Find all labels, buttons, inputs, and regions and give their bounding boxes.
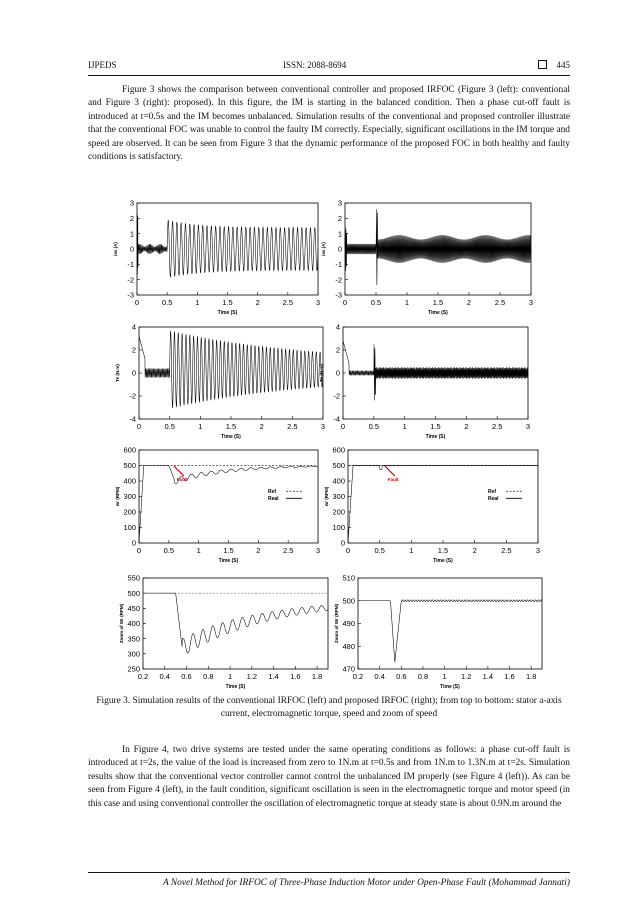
x-tick-label: 1.5: [222, 298, 233, 307]
y-tick-label: 400: [127, 619, 140, 629]
y-tick-label: 480: [342, 641, 355, 651]
x-tick-label: 2: [255, 298, 260, 307]
x-tick-label: 0.5: [374, 546, 385, 555]
x-tick-label: 0.4: [159, 672, 170, 681]
y-tick-label: 400: [332, 476, 345, 486]
x-axis-label: Time (S): [425, 434, 446, 440]
plot-frame: [143, 578, 328, 669]
x-tick-label: 1: [442, 672, 447, 681]
x-tick-label: 1.5: [432, 298, 444, 307]
x-tick-label: 1.4: [268, 672, 279, 681]
y-tick-label: 2: [131, 345, 136, 355]
x-tick-label: 3: [525, 422, 531, 431]
y-tick-label: 1: [129, 229, 134, 239]
x-tick-label: 3: [320, 422, 326, 431]
x-tick-label: 2: [464, 422, 469, 431]
x-tick-label: 2.5: [491, 422, 503, 431]
x-tick-label: 0.8: [417, 672, 429, 681]
chart-ias-conv: [113, 199, 320, 316]
y-axis-label: Zoom of Wr (RPM): [334, 603, 339, 644]
x-tick-label: 0.8: [203, 672, 214, 681]
x-tick-label: 1.2: [461, 672, 472, 681]
x-tick-label: 0: [136, 422, 142, 431]
x-tick-label: 3: [528, 298, 534, 307]
y-tick-label: 3: [337, 198, 342, 208]
y-tick-label: -1: [335, 259, 342, 269]
x-tick-label: 1: [404, 298, 410, 307]
x-tick-label: 1.5: [430, 422, 441, 431]
x-tick-label: 1.2: [246, 672, 258, 681]
y-tick-label: 0: [131, 538, 136, 548]
y-tick-label: 1: [337, 229, 342, 239]
y-axis-label: Zoom of Wr (RPM): [119, 603, 124, 644]
legend-label: Ref: [488, 489, 497, 495]
y-tick-label: 550: [127, 573, 140, 583]
x-tick-label: 1.4: [482, 672, 494, 681]
fault-annotation: Fault: [387, 477, 399, 482]
y-tick-label: 2: [335, 345, 340, 355]
y-tick-label: -2: [129, 391, 136, 401]
x-tick-label: 0.2: [352, 672, 364, 681]
x-tick-label: 1: [227, 672, 233, 681]
x-tick-label: 1: [195, 298, 200, 307]
x-axis-label: Time (S): [218, 558, 239, 564]
x-tick-label: 2: [472, 546, 477, 555]
x-tick-label: 1.6: [290, 672, 301, 681]
x-tick-label: 3: [315, 298, 321, 307]
y-tick-label: 2: [129, 213, 134, 223]
x-axis-label: Time (S): [225, 684, 246, 690]
y-tick-label: -4: [129, 414, 136, 424]
y-tick-label: 3: [129, 198, 134, 208]
x-tick-label: 0: [136, 546, 142, 555]
y-tick-label: 490: [342, 619, 355, 629]
y-tick-label: 450: [127, 603, 140, 613]
page-number: 445: [556, 60, 570, 70]
y-tick-label: -2: [335, 275, 342, 285]
x-tick-label: 2.5: [287, 422, 298, 431]
y-tick-label: 500: [123, 461, 136, 471]
paragraph-2: In Figure 4, two drive systems are tested under the same operating conditions as follows: a phase cut-off fault is introduced at t=2s, the value of the load is increased from zero to 1N.m at t=0.5s and from 1N.m to 1.3N.m at t=2s. Simulation results show that the conventional vector controller cannot control the unbalanced IM properly (see Figure 4 (left)). As can be seen from Figure 4 (left), in the fault condition, significant oscillation is seen in the electromagnetic torque and motor speed (in this case and using conventional controller the oscillation of electromagnetic torque at steady state is about 0.9N.m around the: [88, 745, 570, 809]
chart-zoom-prop: [334, 574, 542, 690]
x-tick-label: 1: [196, 546, 201, 555]
page-footer: A Novel Method for IRFOC of Three-Phase Induction Motor under Open-Phase Fault (Mohammad Jannati): [163, 878, 570, 888]
chart-te-prop: [319, 323, 530, 440]
y-axis-label: ias (A): [113, 242, 118, 256]
x-tick-label: 1.6: [504, 672, 515, 681]
chart-wr-prop: [324, 446, 540, 564]
y-tick-label: 470: [342, 664, 355, 674]
y-tick-label: 0: [335, 368, 340, 378]
chart-te-conv: [115, 323, 325, 440]
journal-name: IJPEDS: [88, 60, 117, 70]
y-tick-label: 0: [131, 368, 136, 378]
chart-zoom-conv: [119, 574, 328, 690]
y-tick-label: 200: [123, 507, 136, 517]
x-tick-label: 0.5: [164, 422, 175, 431]
x-tick-label: 0.6: [396, 672, 407, 681]
x-tick-label: 3: [315, 546, 321, 555]
y-tick-label: 200: [332, 507, 345, 517]
y-tick-label: -3: [335, 290, 342, 300]
x-tick-label: 0: [345, 546, 351, 555]
y-tick-label: 0: [129, 244, 134, 254]
plot-frame: [358, 578, 542, 669]
x-tick-label: 0: [340, 422, 346, 431]
y-tick-label: 300: [123, 492, 136, 502]
y-tick-label: 400: [123, 476, 136, 486]
y-tick-label: 250: [127, 664, 140, 674]
x-tick-label: 1.5: [437, 546, 449, 555]
x-tick-label: 0.5: [368, 422, 380, 431]
x-tick-label: 1: [198, 422, 203, 431]
x-tick-label: 3: [535, 546, 541, 555]
y-tick-label: -1: [127, 259, 134, 269]
y-tick-label: -4: [333, 414, 340, 424]
x-tick-label: 1.8: [525, 672, 537, 681]
y-tick-label: 0: [340, 538, 345, 548]
x-tick-label: 2.5: [494, 298, 506, 307]
y-tick-label: 600: [123, 445, 136, 455]
x-tick-label: 2.5: [282, 298, 294, 307]
x-tick-label: 0: [134, 298, 140, 307]
y-tick-label: -2: [333, 391, 340, 401]
y-tick-label: 2: [337, 213, 342, 223]
y-tick-label: 350: [127, 634, 140, 644]
fault-annotation: Fault: [176, 477, 188, 482]
y-tick-label: 500: [342, 596, 355, 606]
y-tick-label: -3: [127, 290, 134, 300]
y-axis-label: ias (A): [321, 242, 326, 256]
x-axis-label: Time (S): [221, 434, 241, 440]
x-tick-label: 0.5: [163, 546, 175, 555]
y-axis-label: Te (N.m): [115, 364, 120, 382]
y-axis-label: Te (N.m): [319, 364, 324, 382]
legend-label: Ref: [268, 489, 277, 495]
x-tick-label: 2.5: [501, 546, 512, 555]
y-tick-label: 0: [337, 244, 342, 254]
y-tick-label: 4: [131, 322, 136, 332]
paragraph-1: Figure 3 shows the comparison between conventional controller and proposed IRFOC (Figure 3 (left): conventional and Figure 3 (right): proposed). In this figure, the IM is starting in the balanced condition. Then a phase cut-off fault is introduced at t=0.5s and the IM becomes unbalanced. Simulation results of the conventional and proposed controller illustrate that the conventional FOC was unable to control the faulty IM correctly. Especially, significant oscillations in the IM torque and speed are observed. It can be seen from Figure 3 that the dynamic performance of the proposed FOC in both healthy and faulty conditions is satisfactory.: [88, 85, 570, 163]
y-tick-label: 510: [342, 573, 355, 583]
y-tick-label: 100: [123, 523, 136, 533]
y-tick-label: 300: [332, 492, 345, 502]
x-tick-label: 0.4: [374, 672, 385, 681]
chart-ias-prop: [321, 199, 533, 316]
plot-frame: [139, 450, 318, 543]
y-tick-label: 300: [127, 649, 140, 659]
x-axis-label: Time (S): [433, 558, 453, 564]
y-tick-label: 4: [335, 322, 340, 332]
y-axis-label: wr (RPM): [324, 486, 329, 507]
x-axis-label: Time (S): [217, 310, 238, 316]
x-tick-label: 0.5: [370, 298, 382, 307]
plot-frame: [348, 450, 538, 543]
issn: ISSN: 2088-8694: [283, 60, 347, 70]
x-axis-label: Time (S): [428, 310, 448, 316]
legend-label: Real: [488, 496, 499, 502]
y-tick-label: 100: [332, 523, 345, 533]
x-axis-label: Time (S): [440, 684, 460, 690]
x-tick-label: 0.6: [181, 672, 192, 681]
y-tick-label: 600: [332, 445, 345, 455]
x-tick-label: 2.5: [282, 546, 294, 555]
chart-wr-conv: [115, 446, 320, 564]
y-tick-label: -2: [127, 275, 134, 285]
x-tick-label: 1: [402, 422, 407, 431]
x-tick-label: 2: [259, 422, 264, 431]
y-tick-label: 500: [332, 461, 345, 471]
figure-caption: Figure 3. Simulation results of the conventional IRFOC (left) and proposed IRFOC (right); from top to bottom: stator a-axis current, electromagnetic torque, speed and zoom of speed: [96, 696, 562, 719]
x-tick-label: 1.5: [223, 546, 234, 555]
x-tick-label: 0: [342, 298, 348, 307]
x-tick-label: 2: [256, 546, 261, 555]
y-axis-label: wr (RPM): [115, 486, 120, 507]
x-tick-label: 1.5: [225, 422, 237, 431]
x-tick-label: 2: [466, 298, 472, 307]
legend-label: Real: [268, 496, 279, 502]
x-tick-label: 1: [409, 546, 414, 555]
footer-rule: [88, 872, 570, 873]
x-tick-label: 1.8: [311, 672, 323, 681]
y-tick-label: 500: [127, 588, 140, 598]
x-tick-label: 0.2: [137, 672, 149, 681]
x-tick-label: 0.5: [161, 298, 173, 307]
